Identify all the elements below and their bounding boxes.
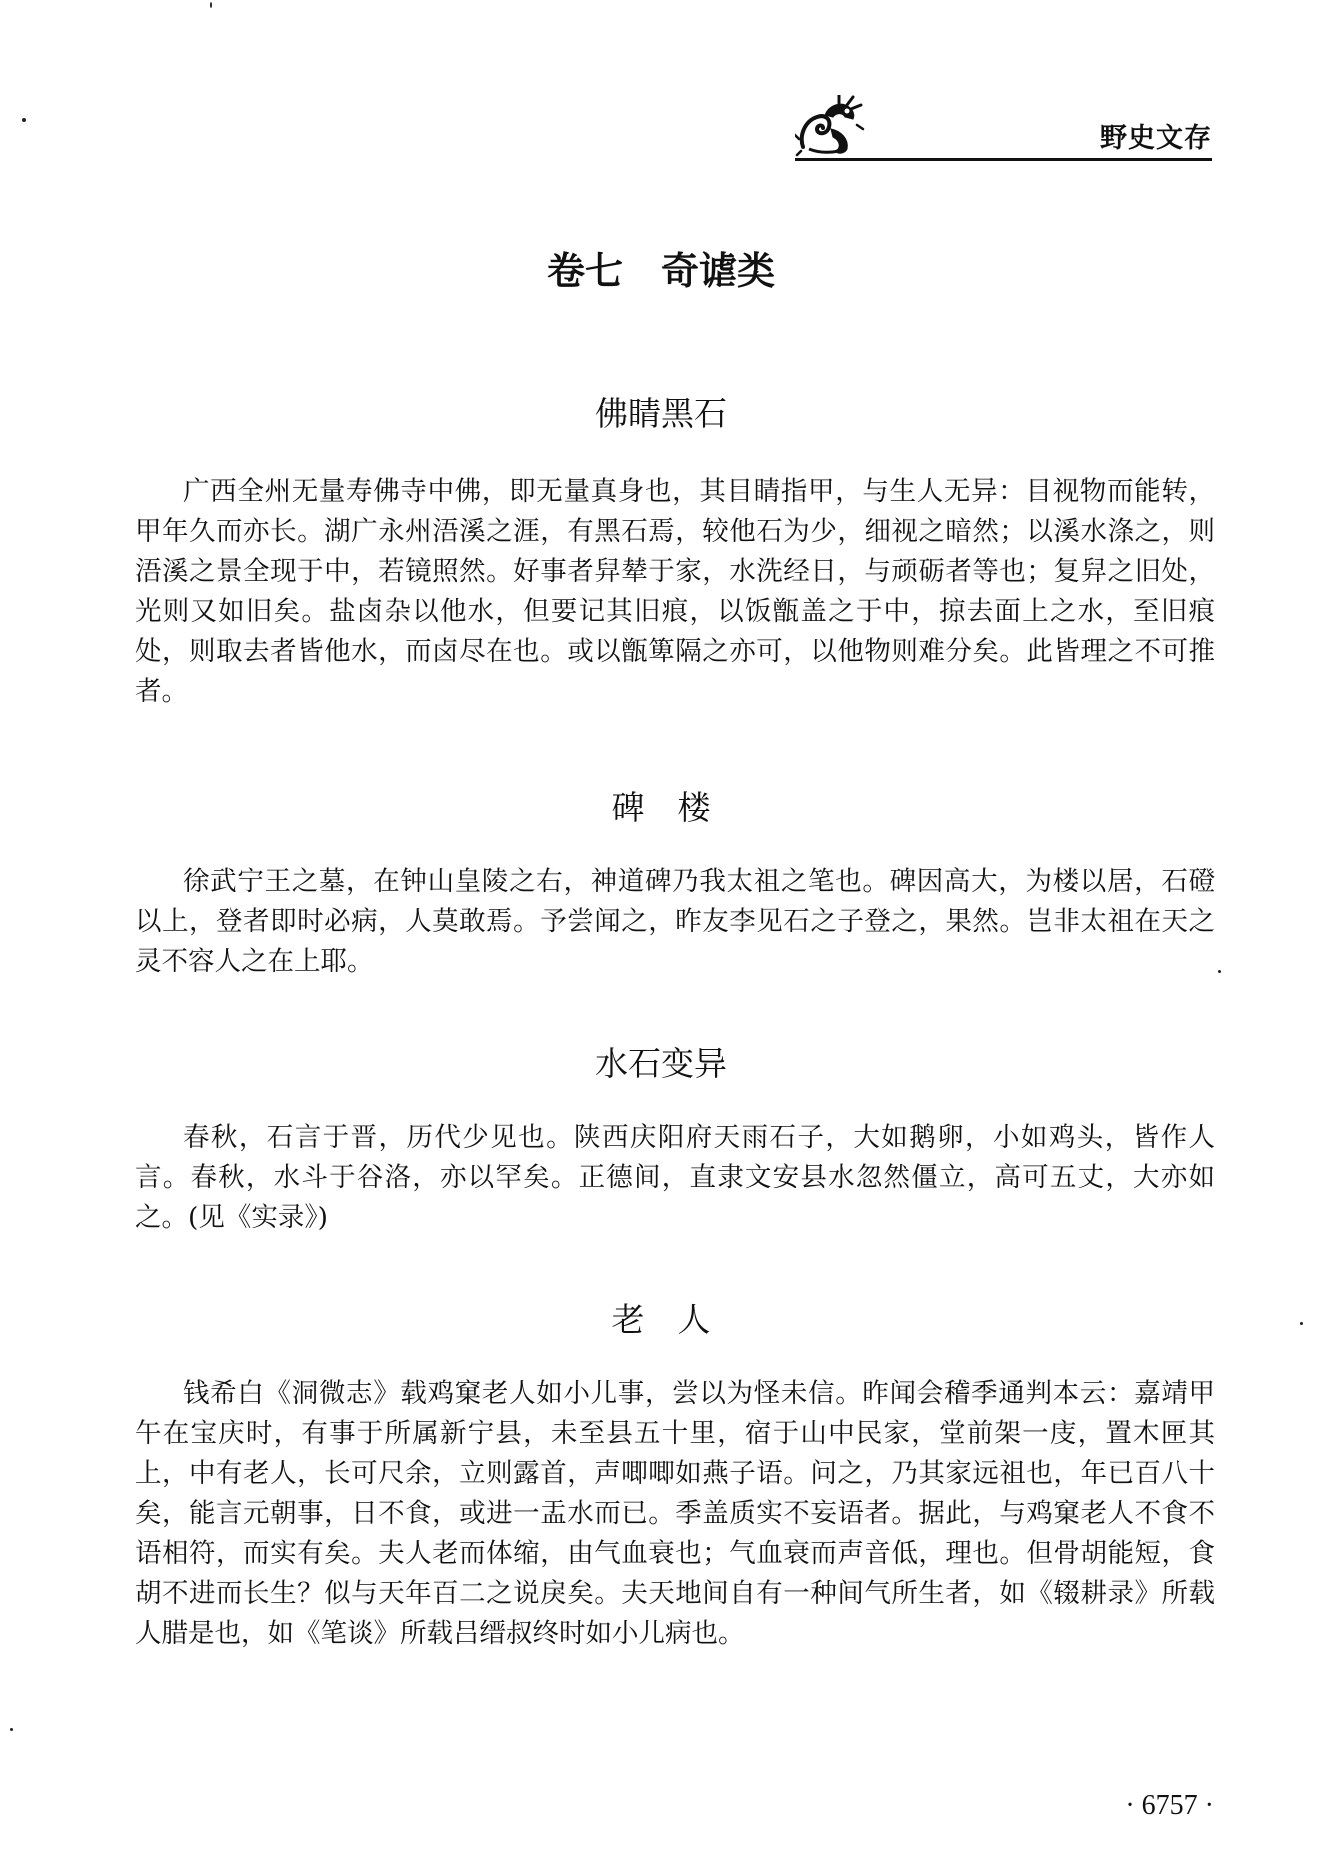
scan-speck: [22, 118, 26, 122]
page-number: · 6757 ·: [1125, 1790, 1214, 1821]
section-title: 佛睛黑石: [595, 394, 727, 433]
chapter-title: 卷七 奇谑类: [546, 249, 775, 293]
scan-speck: [10, 1728, 13, 1731]
dragon-emblem-icon: [795, 95, 865, 157]
section-body: 春秋，石言于晋，历代少见也。陕西庆阳府天雨石子，大如鹅卵，小如鸡头，皆作人言。春秋，水斗于谷洛，亦以罕矣。正德间，直隶文安县水忽然僵立，高可五丈，大亦如之。(见《实录》): [135, 1122, 1215, 1233]
running-header-title: 野史文存: [1100, 123, 1212, 154]
section-body: 钱希白《洞微志》载鸡窠老人如小儿事，尝以为怪未信。昨闻会稽季通判本云：嘉靖甲午在宝庆时，有事于所属新宁县，未至县五十里，宿于山中民家，堂前架一庋，置木匣其上，中有老人，长可尺余，立则露首，声唧唧如燕子语。问之，乃其家远祖也，年已百八十矣，能言元朝事，日不食，或进一盂水而已。季盖质实不妄语者。据此，与鸡窠老人不食不语相符，而实有矣。夫人老而体缩，由气血衰也；气血衰而声音低，理也。但骨胡能短，食胡不进而长生？似与天年百二之说戾矣。夫天地间自有一种间气所生者，如《辍耕录》所载人腊是也，如《笔谈》所载吕缙叔终时如小儿病也。: [135, 1378, 1215, 1649]
section-body: 广西全州无量寿佛寺中佛，即无量真身也，其目睛指甲，与生人无异：目视物而能转，甲年久而亦长。湖广永州浯溪之涯，有黑石焉，较他石为少，细视之暗然；以溪水涤之，则浯溪之景全现于中，若镜照然。好事者舁辇于家，水洗经日，与顽砺者等也；复舁之旧处，光则又如旧矣。盐卤杂以他水，但要记其旧痕，以饭甑盖之于中，掠去面上之水，至旧痕处，则取去者皆他水，而卤尽在也。或以甑箄隔之亦可，以他物则难分矣。此皆理之不可推者。: [135, 476, 1215, 707]
section-title: 水石变异: [595, 1044, 727, 1083]
header-rule: [795, 158, 1212, 161]
scan-speck: [1218, 970, 1221, 973]
scan-speck: [210, 2, 212, 8]
section-title: 碑 楼: [611, 788, 711, 827]
section-title: 老 人: [611, 1300, 711, 1339]
section-body: 徐武宁王之墓，在钟山皇陵之右，神道碑乃我太祖之笔也。碑因高大，为楼以居，石磴以上，登者即时必病，人莫敢焉。予尝闻之，昨友李见石之子登之，果然。岂非太祖在天之灵不容人之在上耶。: [135, 866, 1215, 977]
